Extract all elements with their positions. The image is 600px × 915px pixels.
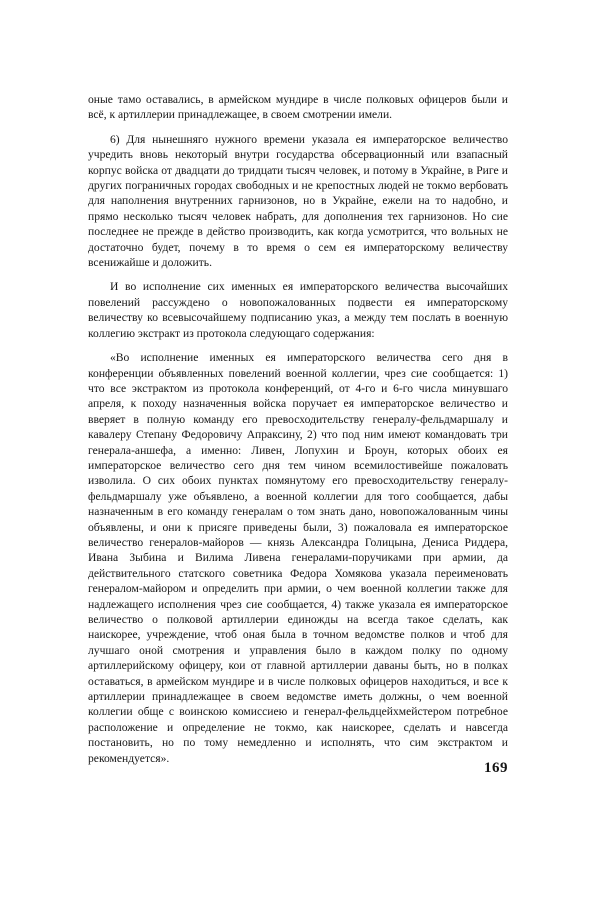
document-page bbox=[88, 92, 508, 766]
paragraph-decision: И во исполнение сих именных ея императорского величества высочайших повелений рассуждено о новопожалованных подвести ея императорскому величеству ко всевысочайшему подписанию указ, а между тем послать в военную коллегию экстракт из протокола следующаго содержания: bbox=[88, 280, 508, 340]
paragraph-extract-quote: «Во исполнение именных ея императорского величества сего дня в конференции объявленных повелений военной коллегии, чрез сие сообщается: 1) что все экстрактом из протокола конференций, от 4-го и 6-го числа минувшаго апреля, к походу назначенныя войска поручает ея императорское величество и вверяет в полную команду его превосходительству генералу-фельдмаршалу и кавалеру Степану Федоровичу Апраксину, 2) что под ним имеют командовать три генерала-аншефа, а именно: Ливен, Лопухин и Броун, которых обоих ея императорское величество сего дня тем чином всемилостивейше пожаловать изволила. О сих обоих пунктах помянутому его превосходительству генералу-фельдмаршалу уже объявлено, а военной коллегии для того сообщается, дабы назначенным в его команду генералам о том знать дано, новопожалованным чины объявлены, и они к присяге приведены были, 3) пожаловала ея императорское величество генералов-майоров — князь Александра Голицына, Дениса Риддера, Ивана Зыбина и Вилима Ливена генералами-поручиками при армии, да действительного статского советника Федора Хомякова указала переименовать генералом-майором и определить при армии, о чем военной коллегии также для надлежащего исполнения чрез сие сообщается, 4) также указала ея императорское величество о полковой артиллерии единожды на всегда такое сделать, как наискорее, учреждение, чтоб оная была в точном ведомстве полков и чтоб для лучшаго оной смотрения и управления было в каждом полку по одному артиллерийскому офицеру, кои от главной артиллерии даваны быть, но в полках оставаться, в армейском мундире и в числе полковых офицеров находиться, и все к артиллерии принадлежащее в своем ведомстве иметь должны, о чем военной коллегии обще с воинскою комиссиею и генерал-фельдцейхмейстером потребное расположение и определение не токмо, как наискорее, сделать и навсегда постановить, но по тому немедленно и исполнять, что сим экстрактом и рекомендуется». bbox=[88, 351, 508, 765]
paragraph-continuation: оные тамо оставались, в армейском мундире в числе полковых офицеров были и всё, к артиллерии принадлежащее, в своем смотрении имели. bbox=[88, 93, 508, 122]
paragraph-point-6: 6) Для нынешняго нужного времени указала ея императорское величество учредить вновь некоторый внутри государства обсервационный или взапасный корпус войска от двадцати до тридцати тысяч человек, и потому в Украйне, в Риге и других пограничных городах свободных и не крепостных людей не токмо вербовать для наполнения внутренних гарнизонов, но в Украйне, ежели на то надобно, и прямо несколько тысяч человек набрать, для дополнения тех гарнизонов. Но сие последнее не прежде в действо производить, как когда усмотрится, что вольных не достаточно будет, почему в то время о сем ея императорскому величеству всенижайше и доложить. bbox=[88, 132, 508, 270]
page-number: 169 bbox=[484, 760, 508, 776]
